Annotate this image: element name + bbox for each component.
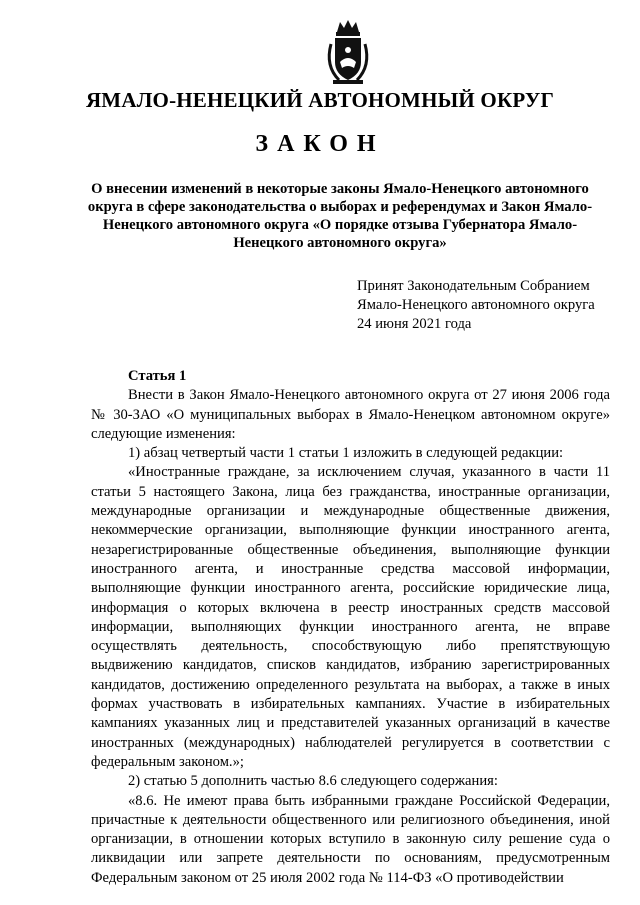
article-title: Статья 1: [128, 368, 187, 384]
adoption-line: Ямало-Ненецкого автономного округа: [357, 297, 595, 313]
adoption-date: 24 июня 2021 года: [357, 316, 472, 332]
paragraph: 2) статью 5 дополнить частью 8.6 следующего содержания:: [128, 773, 498, 790]
law-subject: О внесении изменений в некоторые законы Ямало-Ненецкого автономного округа в сфере законодательства о выборах и референдумах и Закон Ямало-Ненецкого автономного округа «О порядке отзыва Губернатора Ямало-Ненецкого автономного округа»: [87, 181, 593, 251]
paragraph: «8.6. Не имеют права быть избранными граждане Российской Федерации, причастные к деятельности общественного или религиозного объединения, иной организации, в отношении которых вступило в законную силу решение суда о ликвидации или запрете деятельности по основаниям, предусмотренным Федеральным законом от 25 июля 2002 года № 114-ФЗ «О противодействии: [91, 792, 610, 886]
adoption-block: [357, 277, 595, 334]
coat-of-arms-icon: [323, 18, 373, 86]
paragraph: «Иностранные граждане, за исключением случая, указанного в части 11 статьи 5 настоящего Закона, лица без гражданства, иностранные организации, международные организации и международные общественные движения, некоммерческие организации, выполняющие функции иностранного агента, незарегистрированные общественные объединения, выполняющие функции иностранного агента, и иностранные средства массовой информации, выполняющие функции иностранного агента, российские юридические лица, информация о которых включена в реестр иностранных средств массовой информации, выполняющих функции иностранного агента, не вправе осуществлять деятельность, способствующую либо препятствующую выдвижению кандидатов, списков кандидатов, избранию зарегистрированных кандидатов, достижению определенного результата на выборах, а также в иных формах участвовать в избирательных кампаниях. Участие в избирательных кампаниях указанных лиц и представителей указанных организаций в качестве иностранных (международных) наблюдателей регулируется в соответствии с федеральным законом.»;: [91, 464, 610, 770]
paragraph: 1) абзац четвертый части 1 статьи 1 изложить в следующей редакции:: [128, 445, 564, 462]
document-type: ЗАКОН: [255, 131, 385, 157]
adoption-line: Принят Законодательным Собранием: [357, 278, 590, 294]
region-title: ЯМАЛО-НЕНЕЦКИЙ АВТОНОМНЫЙ ОКРУГ: [85, 88, 555, 112]
article-body: [91, 367, 610, 888]
paragraph: Внести в Закон Ямало-Ненецкого автономного округа от 27 июня 2006 года № 30-ЗАО «О муниципальных выборах в Ямало-Ненецком автономном округе» следующие изменения:: [91, 387, 610, 442]
